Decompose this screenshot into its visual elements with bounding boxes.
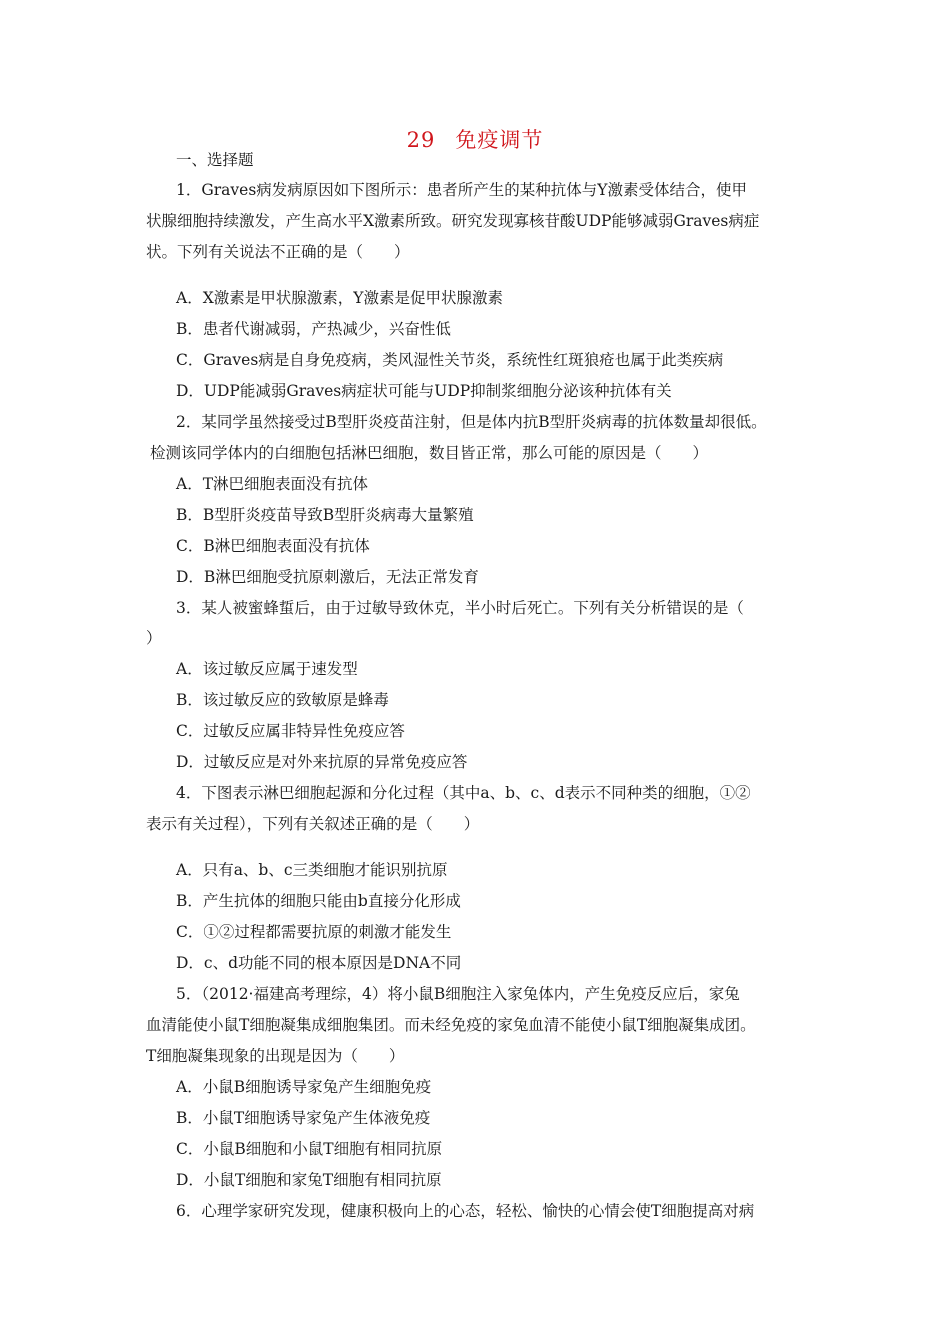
question-1-option-c: C．Graves病是自身免疫病，类风湿性关节炎，系统性红斑狼疮也属于此类疾病 [176, 351, 724, 369]
title-text: 免疫调节 [455, 128, 544, 152]
question-1-option-a: A．X激素是甲状腺激素，Y激素是促甲状腺激素 [176, 289, 503, 307]
question-5-option-b: B．小鼠T细胞诱导家兔产生体液免疫 [176, 1109, 431, 1127]
question-4-option-a: A．只有a、b、c三类细胞才能识别抗原 [176, 861, 448, 879]
section-heading: 一、选择题 [176, 151, 254, 169]
question-5-line-1: 5．（2012·福建高考理综，4）将小鼠B细胞注入家兔体内，产生免疫反应后，家兔 [176, 985, 740, 1003]
question-2-line-2: 检测该同学体内的白细胞包括淋巴细胞，数目皆正常，那么可能的原因是（ ） [150, 444, 709, 462]
question-1-line-2: 状腺细胞持续激发，产生高水平X激素所致。研究发现寡核苷酸UDP能够减弱Graves病症 [146, 212, 760, 230]
question-3-option-a: A．该过敏反应属于速发型 [176, 660, 358, 678]
question-3-line-1: 3．某人被蜜蜂蜇后，由于过敏导致休克，半小时后死亡。下列有关分析错误的是（ [176, 599, 744, 617]
question-4-option-b: B．产生抗体的细胞只能由b直接分化形成 [176, 892, 461, 910]
question-5-option-a: A．小鼠B细胞诱导家兔产生细胞免疫 [176, 1078, 432, 1096]
question-1-option-d: D．UDP能减弱Graves病症状可能与UDP抑制浆细胞分泌该种抗体有关 [176, 382, 672, 400]
question-5-line-2: 血清能使小鼠T细胞凝集成细胞集团。而未经免疫的家兔血清不能使小鼠T细胞凝集成团。 [146, 1016, 756, 1034]
question-1-line-3: 状。下列有关说法不正确的是（ ） [146, 243, 410, 261]
question-3-option-c: C．过敏反应属非特异性免疫应答 [176, 722, 405, 740]
title-number: 29 [406, 128, 436, 152]
question-4-option-d: D．c、d功能不同的根本原因是DNA不同 [176, 954, 462, 972]
question-2-option-d: D．B淋巴细胞受抗原刺激后，无法正常发育 [176, 568, 479, 586]
question-5-option-d: D．小鼠T细胞和家兔T细胞有相同抗原 [176, 1171, 442, 1189]
question-4-line-1: 4．下图表示淋巴细胞起源和分化过程（其中a、b、c、d表示不同种类的细胞，①② [176, 784, 751, 802]
question-3-line-2: ） [146, 629, 162, 647]
question-4-option-c: C．①②过程都需要抗原的刺激才能发生 [176, 923, 452, 941]
question-3-option-d: D．过敏反应是对外来抗原的异常免疫应答 [176, 753, 468, 771]
question-1-line-1: 1．Graves病发病原因如下图所示：患者所产生的某种抗体与Y激素受体结合，使甲 [176, 181, 748, 199]
question-6-line-1: 6．心理学家研究发现，健康积极向上的心态，轻松、愉快的心情会使T细胞提高对病 [176, 1202, 755, 1220]
page-title [0, 124, 950, 154]
question-2-option-b: B．B型肝炎疫苗导致B型肝炎病毒大量繁殖 [176, 506, 474, 524]
question-5-option-c: C．小鼠B细胞和小鼠T细胞有相同抗原 [176, 1140, 443, 1158]
question-4-line-2: 表示有关过程），下列有关叙述正确的是（ ） [146, 815, 480, 833]
question-5-line-3: T细胞凝集现象的出现是因为（ ） [146, 1047, 405, 1065]
question-2-option-c: C．B淋巴细胞表面没有抗体 [176, 537, 370, 555]
question-2-option-a: A．T淋巴细胞表面没有抗体 [176, 475, 369, 493]
question-2-line-1: 2．某同学虽然接受过B型肝炎疫苗注射，但是体内抗B型肝炎病毒的抗体数量却很低。 [176, 413, 767, 431]
question-1-option-b: B．患者代谢减弱，产热减少，兴奋性低 [176, 320, 451, 338]
question-3-option-b: B．该过敏反应的致敏原是蜂毒 [176, 691, 389, 709]
